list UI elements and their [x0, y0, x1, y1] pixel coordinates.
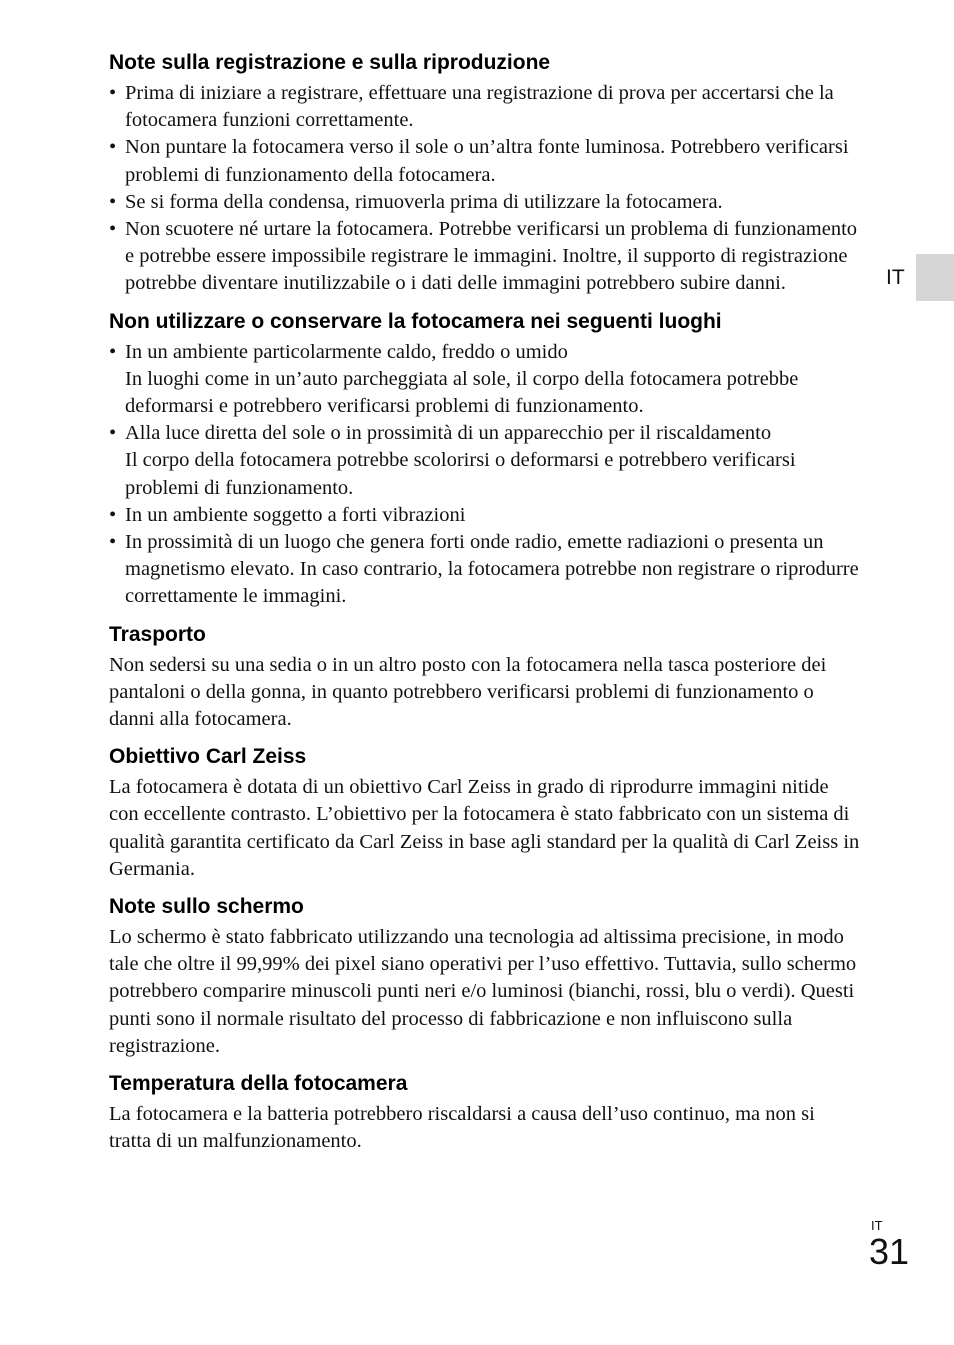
section-title: Trasporto — [109, 622, 206, 646]
bullet-icon: • — [109, 531, 117, 554]
list-item-detail: In luoghi come in un’auto parcheggiata al sole, il corpo della fotocamera potrebbe deformarsi e potrebbero verificarsi problemi di funzionamento. — [125, 367, 799, 418]
list-item-text: Prima di iniziare a registrare, effettuare una registrazione di prova per accertarsi che la fotocamera funzioni correttamente. — [125, 82, 834, 132]
bullet-icon: • — [109, 82, 117, 104]
list-item — [109, 80, 861, 134]
list-item-detail: Il corpo della fotocamera potrebbe scolorirsi o deformarsi e potrebbero verificarsi problemi di funzionamento. — [125, 449, 796, 499]
list-item-text: Non puntare la fotocamera verso il sole o un’altra fonte luminosa. Potrebbero verificarsi problemi di funzionamento della fotocamera. — [125, 136, 849, 186]
bullet-list — [109, 339, 861, 611]
section-transport — [109, 621, 861, 734]
section-camera-temperature — [109, 1070, 861, 1155]
section-carl-zeiss-lens — [109, 743, 861, 883]
list-item-text: Se si forma della condensa, rimuoverla prima di utilizzare la fotocamera. — [125, 190, 723, 213]
section-recording-notes — [109, 49, 861, 298]
section-title: Obiettivo Carl Zeiss — [109, 745, 307, 769]
section-title: Note sulla registrazione e sulla riproduzione — [109, 51, 551, 74]
list-item — [109, 529, 861, 611]
section-body: La fotocamera è dotata di un obiettivo Carl Zeiss in grado di riprodurre immagini nitide con eccellente contrasto. L’obiettivo per la fotocamera è stato fabbricato con un sistema di qualità garantita certificato da Carl Zeiss in base agli standard per la qualità di Carl Zeiss in Germania. — [109, 776, 860, 880]
list-item — [109, 420, 861, 502]
language-tab-label: IT — [886, 266, 905, 289]
list-item — [109, 134, 861, 188]
bullet-icon: • — [109, 503, 117, 526]
section-body: La fotocamera e la batteria potrebbero riscaldarsi a causa dell’uso continuo, ma non si tratta di un malfunzionamento. — [109, 1103, 815, 1153]
section-body: Lo schermo è stato fabbricato utilizzando una tecnologia ad altissima precisione, in modo tale che oltre il 99,99% dei pixel siano operativi per l’uso effettivo. Tuttavia, sullo schermo potrebbero comparire minuscoli punti neri e/o luminosi (bianchi, rossi, blu o verdi). Questi punti sono il normale risultato del processo di fabbricazione e non influiscono sulla registrazione. — [109, 926, 857, 1057]
page-content — [109, 49, 861, 1166]
footer-language-code: IT — [871, 1218, 883, 1233]
section-storage-locations — [109, 308, 861, 611]
list-item-text: Non scuotere né urtare la fotocamera. Potrebbe verificarsi un problema di funzionamento e potrebbe essere impossibile registrare le immagini. Inoltre, il supporto di registrazione potrebbe diventare inutilizzabile o i dati delle immagini potrebbero subire danni. — [125, 218, 858, 295]
page-number: 31 — [869, 1231, 910, 1272]
section-screen-notes — [109, 893, 861, 1060]
bullet-icon: • — [109, 422, 117, 445]
bullet-icon: • — [109, 340, 117, 363]
bullet-icon: • — [109, 136, 117, 159]
bullet-icon: • — [109, 190, 117, 213]
list-item — [109, 339, 861, 421]
list-item — [109, 189, 861, 216]
list-item-text: In un ambiente particolarmente caldo, freddo o umido — [125, 340, 568, 363]
section-title: Note sullo schermo — [109, 895, 304, 919]
list-item-text: In un ambiente soggetto a forti vibrazioni — [125, 503, 466, 526]
bullet-icon: • — [109, 218, 117, 241]
bullet-list — [109, 80, 861, 298]
list-item — [109, 216, 861, 298]
list-item-text: Alla luce diretta del sole o in prossimità di un apparecchio per il riscaldamento — [125, 422, 772, 445]
list-item-text: In prossimità di un luogo che genera forti onde radio, emette radiazioni o presenta un magnetismo elevato. In caso contrario, la fotocamera potrebbe non registrare o riprodurre correttamente le immagini. — [125, 531, 859, 608]
section-title: Temperatura della fotocamera — [109, 1072, 408, 1096]
section-body: Non sedersi su una sedia o in un altro posto con la fotocamera nella tasca posteriore dei pantaloni o della gonna, in quanto potrebbero verificarsi problemi di funzionamento o danni alla fotocamera. — [109, 653, 827, 731]
language-tab — [916, 254, 954, 301]
section-title: Non utilizzare o conservare la fotocamera nei seguenti luoghi — [109, 309, 722, 333]
list-item — [109, 502, 861, 529]
